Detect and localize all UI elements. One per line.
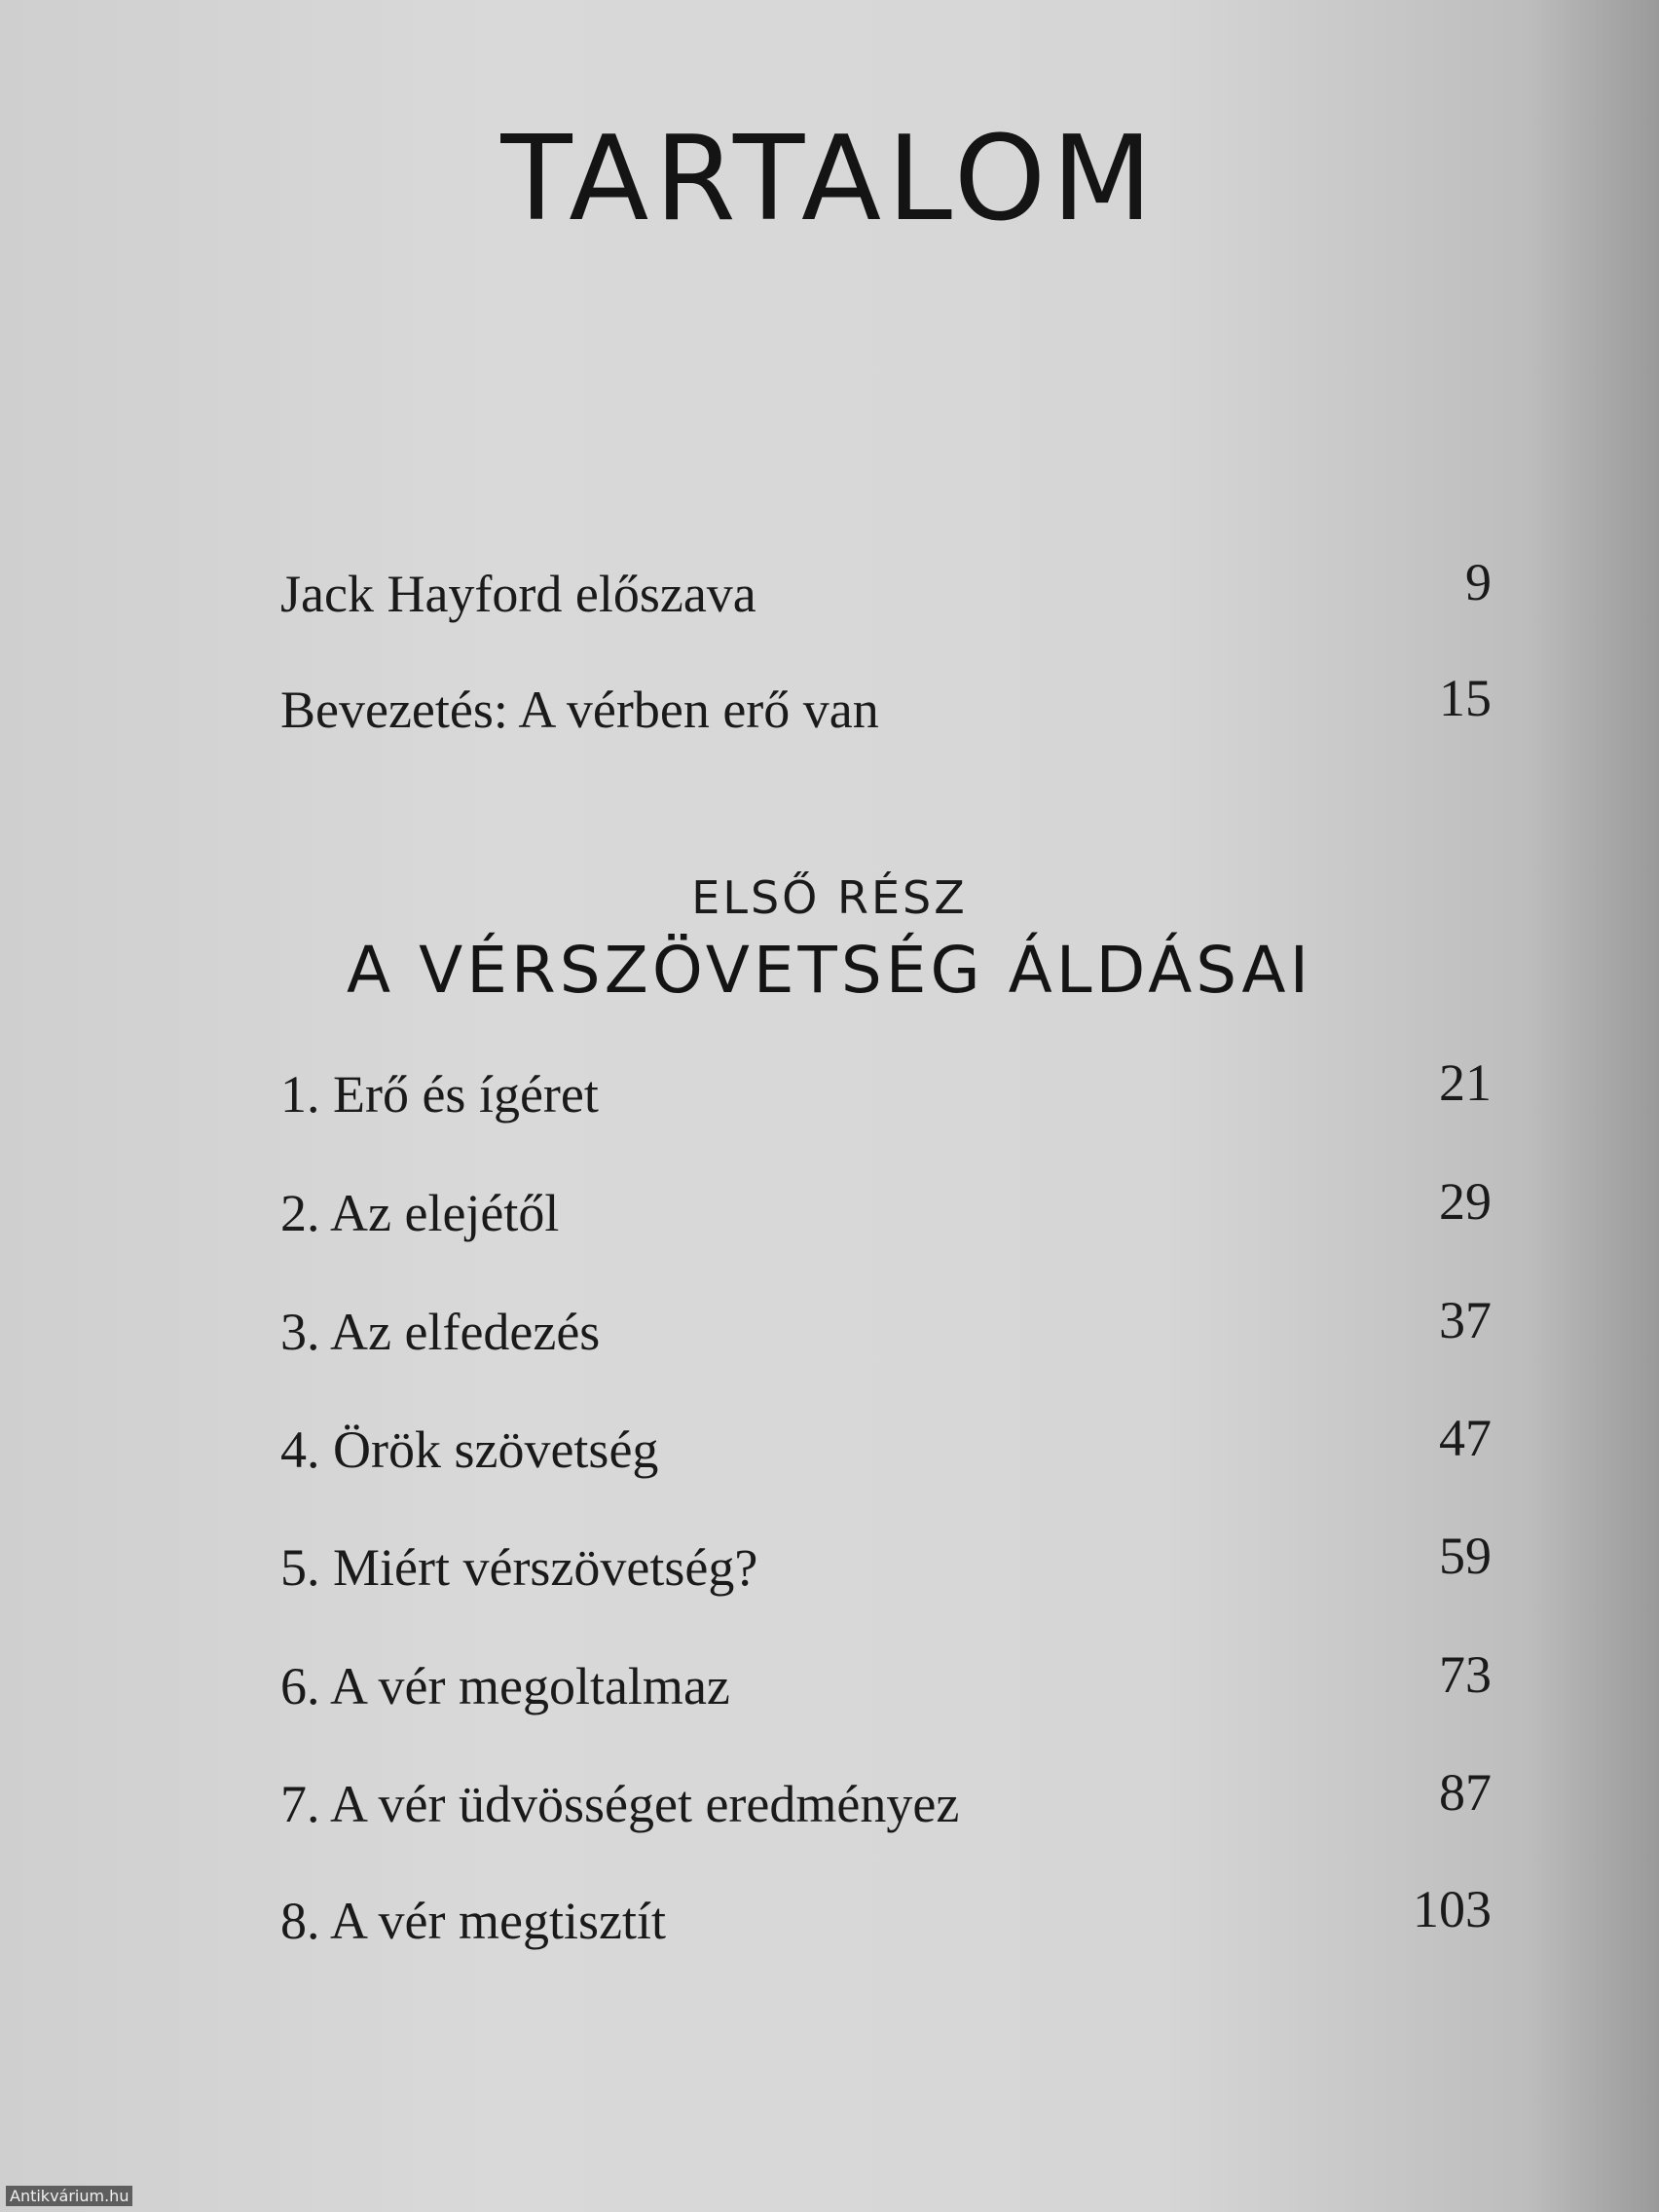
toc-entry-page: 87 [1439, 1763, 1492, 1822]
toc-entry-label: 5. Miért vérszövetség? [280, 1538, 758, 1597]
toc-entry-label: 2. Az elejétől [280, 1184, 560, 1242]
toc-entry-page: 21 [1439, 1053, 1492, 1112]
toc-entry-page: 47 [1439, 1409, 1492, 1467]
toc-entry-page: 15 [1439, 669, 1492, 727]
toc-entry [280, 1645, 1492, 1717]
toc-entry-page: 37 [1439, 1291, 1492, 1349]
toc-entry [280, 1527, 1492, 1599]
toc-entry-label: 3. Az elfedezés [280, 1303, 601, 1361]
toc-entry [280, 1053, 1492, 1125]
part-label: ELSŐ RÉSZ [691, 871, 968, 924]
toc-entry [280, 1880, 1492, 1952]
toc-entry-label: Bevezetés: A vérben erő van [280, 681, 879, 739]
toc-entry-label: Jack Hayford előszava [280, 565, 756, 623]
toc-entry [280, 1291, 1492, 1363]
toc-entry [280, 1409, 1492, 1481]
toc-entry-page: 9 [1465, 553, 1492, 611]
part-title: A VÉRSZÖVETSÉG ÁLDÁSAI [346, 933, 1313, 1008]
toc-entry-page: 29 [1439, 1172, 1492, 1231]
toc-entry [280, 1172, 1492, 1244]
page-title: TARTALOM [500, 112, 1159, 247]
toc-entry-label: 4. Örök szövetség [280, 1420, 659, 1479]
toc-entry-page: 103 [1413, 1880, 1492, 1938]
watermark-label: Antikvárium.hu [6, 2186, 132, 2206]
toc-entry-label: 6. A vér megoltalmaz [280, 1657, 730, 1715]
toc-entry-label: 1. Erő és ígéret [280, 1065, 599, 1124]
toc-entry [280, 669, 1492, 741]
toc-entry-page: 59 [1439, 1527, 1492, 1585]
toc-entry [280, 1763, 1492, 1835]
toc-entry [280, 553, 1492, 625]
toc-entry-label: 8. A vér megtisztít [280, 1892, 666, 1950]
toc-entry-page: 73 [1439, 1645, 1492, 1704]
toc-entry-label: 7. A vér üdvösséget eredményez [280, 1775, 960, 1833]
